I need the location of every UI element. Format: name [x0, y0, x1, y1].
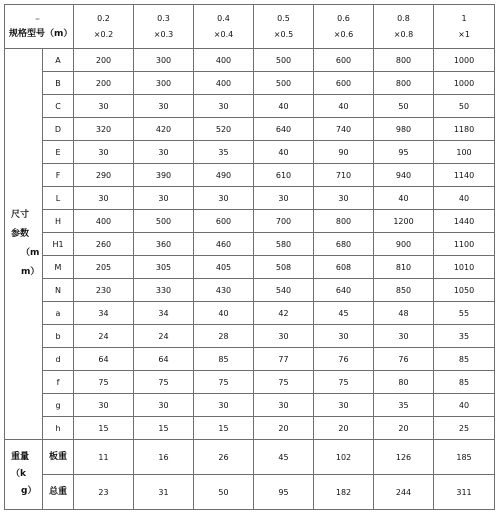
value-cell: 360 [134, 233, 194, 256]
size-header-cell [374, 5, 434, 49]
value-cell: 40 [254, 95, 314, 118]
value-cell: 102 [314, 440, 374, 475]
value-cell: 35 [374, 394, 434, 417]
value-cell: 75 [314, 371, 374, 394]
value-cell: 205 [74, 256, 134, 279]
value-cell: 460 [194, 233, 254, 256]
value-cell: 30 [194, 95, 254, 118]
value-cell: 40 [434, 394, 495, 417]
value-cell: 600 [314, 72, 374, 95]
weight-group-line: （k [11, 469, 26, 479]
dimension-row [5, 417, 495, 440]
dimension-row [5, 394, 495, 417]
value-cell: 680 [314, 233, 374, 256]
value-cell: 75 [134, 371, 194, 394]
size-top: 0.4 [217, 13, 230, 23]
value-cell: 28 [194, 325, 254, 348]
size-header-cell [254, 5, 314, 49]
size-top: 1 [461, 13, 467, 23]
size-bottom: ×0.6 [333, 29, 354, 39]
value-cell: 185 [434, 440, 495, 475]
value-cell: 740 [314, 118, 374, 141]
dimension-row [5, 72, 495, 95]
value-cell: 15 [194, 417, 254, 440]
value-cell: 75 [194, 371, 254, 394]
value-cell: 200 [74, 72, 134, 95]
value-cell: 580 [254, 233, 314, 256]
value-cell: 420 [134, 118, 194, 141]
value-cell: 244 [374, 475, 434, 510]
value-cell: 48 [374, 302, 434, 325]
value-cell: 940 [374, 164, 434, 187]
value-cell: 30 [254, 325, 314, 348]
size-header-cell [314, 5, 374, 49]
value-cell: 300 [134, 49, 194, 72]
value-cell: 200 [74, 49, 134, 72]
value-cell: 30 [194, 187, 254, 210]
value-cell: 26 [194, 440, 254, 475]
value-cell: 1180 [434, 118, 495, 141]
parameter-code: h [43, 417, 74, 440]
dimension-row [5, 302, 495, 325]
size-header-cell [134, 5, 194, 49]
dimension-row [5, 279, 495, 302]
value-cell: 11 [74, 440, 134, 475]
value-cell: 76 [314, 348, 374, 371]
value-cell: 311 [434, 475, 495, 510]
value-cell: 800 [374, 49, 434, 72]
dimension-row [5, 164, 495, 187]
parameter-code: f [43, 371, 74, 394]
value-cell: 20 [374, 417, 434, 440]
parameter-code: A [43, 49, 74, 72]
dimension-group-line: m） [21, 267, 40, 277]
parameter-code: a [43, 302, 74, 325]
value-cell: 1200 [374, 210, 434, 233]
value-cell: 64 [134, 348, 194, 371]
value-cell: 30 [194, 394, 254, 417]
value-cell: 40 [194, 302, 254, 325]
value-cell: 30 [314, 187, 374, 210]
spec-label-cell [5, 5, 74, 49]
value-cell: 100 [434, 141, 495, 164]
value-cell: 405 [194, 256, 254, 279]
value-cell: 30 [314, 325, 374, 348]
parameter-code: H1 [43, 233, 74, 256]
value-cell: 710 [314, 164, 374, 187]
value-cell: 520 [194, 118, 254, 141]
value-cell: 20 [314, 417, 374, 440]
value-cell: 600 [194, 210, 254, 233]
spec-table-body [5, 5, 495, 510]
parameter-code: N [43, 279, 74, 302]
value-cell: 640 [314, 279, 374, 302]
value-cell: 40 [434, 187, 495, 210]
size-top: 0.5 [277, 13, 290, 23]
value-cell: 95 [374, 141, 434, 164]
dimension-row [5, 256, 495, 279]
value-cell: 77 [254, 348, 314, 371]
value-cell: 1100 [434, 233, 495, 256]
dimension-group-line: 尺寸 [11, 210, 30, 220]
value-cell: 30 [254, 394, 314, 417]
parameter-code: H [43, 210, 74, 233]
value-cell: 30 [134, 187, 194, 210]
weight-type: 总重 [43, 475, 74, 510]
dimension-row [5, 118, 495, 141]
value-cell: 800 [374, 72, 434, 95]
value-cell: 300 [134, 72, 194, 95]
value-cell: 34 [134, 302, 194, 325]
parameter-code: L [43, 187, 74, 210]
value-cell: 390 [134, 164, 194, 187]
value-cell: 30 [74, 141, 134, 164]
value-cell: 40 [254, 141, 314, 164]
size-bottom: ×0.2 [93, 29, 114, 39]
value-cell: 85 [194, 348, 254, 371]
parameter-code: E [43, 141, 74, 164]
value-cell: 182 [314, 475, 374, 510]
value-cell: 85 [434, 348, 495, 371]
weight-row [5, 475, 495, 510]
value-cell: 45 [254, 440, 314, 475]
value-cell: 23 [74, 475, 134, 510]
value-cell: 610 [254, 164, 314, 187]
size-bottom: ×1 [458, 29, 470, 39]
value-cell: 16 [134, 440, 194, 475]
value-cell: 260 [74, 233, 134, 256]
value-cell: 40 [314, 95, 374, 118]
dimension-row [5, 371, 495, 394]
value-cell: 34 [74, 302, 134, 325]
dimension-row [5, 325, 495, 348]
value-cell: 810 [374, 256, 434, 279]
value-cell: 230 [74, 279, 134, 302]
value-cell: 508 [254, 256, 314, 279]
size-top: 0.6 [337, 13, 350, 23]
value-cell: 25 [434, 417, 495, 440]
value-cell: 330 [134, 279, 194, 302]
size-bottom: ×0.3 [153, 29, 174, 39]
value-cell: 640 [254, 118, 314, 141]
value-cell: 126 [374, 440, 434, 475]
value-cell: 76 [374, 348, 434, 371]
value-cell: 500 [134, 210, 194, 233]
value-cell: 30 [134, 141, 194, 164]
value-cell: 80 [374, 371, 434, 394]
weight-group-line: g） [21, 486, 37, 496]
size-top: 0.2 [97, 13, 110, 23]
dimension-row [5, 187, 495, 210]
value-cell: 320 [74, 118, 134, 141]
value-cell: 30 [134, 394, 194, 417]
dimension-row [5, 233, 495, 256]
value-cell: 30 [314, 394, 374, 417]
value-cell: 800 [314, 210, 374, 233]
spec-table [4, 4, 495, 510]
value-cell: 35 [434, 325, 495, 348]
value-cell: 35 [194, 141, 254, 164]
value-cell: 24 [134, 325, 194, 348]
spec-label: 规格型号（m） [9, 29, 73, 39]
header-row [5, 5, 495, 49]
value-cell: 1050 [434, 279, 495, 302]
value-cell: 400 [194, 49, 254, 72]
value-cell: 30 [74, 187, 134, 210]
value-cell: 1140 [434, 164, 495, 187]
dimension-group-label [5, 49, 43, 440]
value-cell: 64 [74, 348, 134, 371]
value-cell: 40 [374, 187, 434, 210]
parameter-code: C [43, 95, 74, 118]
value-cell: 400 [194, 72, 254, 95]
parameter-code: d [43, 348, 74, 371]
dimension-group-line: 参数 [11, 229, 30, 239]
value-cell: 30 [74, 394, 134, 417]
value-cell: 85 [434, 371, 495, 394]
value-cell: 95 [254, 475, 314, 510]
value-cell: 700 [254, 210, 314, 233]
value-cell: 55 [434, 302, 495, 325]
value-cell: 430 [194, 279, 254, 302]
dimension-row [5, 348, 495, 371]
value-cell: 20 [254, 417, 314, 440]
value-cell: 608 [314, 256, 374, 279]
weight-type: 板重 [43, 440, 74, 475]
size-bottom: ×0.4 [213, 29, 234, 39]
value-cell: 400 [74, 210, 134, 233]
weight-group-label [5, 440, 43, 510]
value-cell: 600 [314, 49, 374, 72]
value-cell: 30 [254, 187, 314, 210]
value-cell: 30 [374, 325, 434, 348]
value-cell: 290 [74, 164, 134, 187]
value-cell: 24 [74, 325, 134, 348]
value-cell: 50 [374, 95, 434, 118]
size-bottom: ×0.8 [393, 29, 414, 39]
weight-group-line: 重量 [11, 452, 30, 462]
value-cell: 50 [194, 475, 254, 510]
value-cell: 30 [74, 95, 134, 118]
value-cell: 42 [254, 302, 314, 325]
dimension-row [5, 95, 495, 118]
value-cell: 305 [134, 256, 194, 279]
parameter-code: F [43, 164, 74, 187]
parameter-code: g [43, 394, 74, 417]
value-cell: 50 [434, 95, 495, 118]
value-cell: 75 [74, 371, 134, 394]
value-cell: 980 [374, 118, 434, 141]
size-header-cell [434, 5, 495, 49]
value-cell: 490 [194, 164, 254, 187]
value-cell: 850 [374, 279, 434, 302]
value-cell: 15 [134, 417, 194, 440]
weight-row [5, 440, 495, 475]
value-cell: 90 [314, 141, 374, 164]
value-cell: 900 [374, 233, 434, 256]
value-cell: 1000 [434, 72, 495, 95]
value-cell: 75 [254, 371, 314, 394]
size-bottom: ×0.5 [273, 29, 294, 39]
value-cell: 540 [254, 279, 314, 302]
parameter-code: M [43, 256, 74, 279]
dimension-group-line: （m [21, 248, 40, 258]
size-header-cell [74, 5, 134, 49]
size-top: 0.3 [157, 13, 170, 23]
value-cell: 15 [74, 417, 134, 440]
value-cell: 31 [134, 475, 194, 510]
value-cell: 1000 [434, 49, 495, 72]
parameter-code: B [43, 72, 74, 95]
dimension-row [5, 141, 495, 164]
value-cell: 1010 [434, 256, 495, 279]
size-header-cell [194, 5, 254, 49]
parameter-code: D [43, 118, 74, 141]
parameter-code: b [43, 325, 74, 348]
value-cell: 45 [314, 302, 374, 325]
value-cell: 500 [254, 72, 314, 95]
dimension-row [5, 49, 495, 72]
value-cell: 30 [134, 95, 194, 118]
value-cell: 1440 [434, 210, 495, 233]
corner-mark: = [35, 16, 41, 23]
value-cell: 500 [254, 49, 314, 72]
size-top: 0.8 [397, 13, 410, 23]
dimension-row [5, 210, 495, 233]
